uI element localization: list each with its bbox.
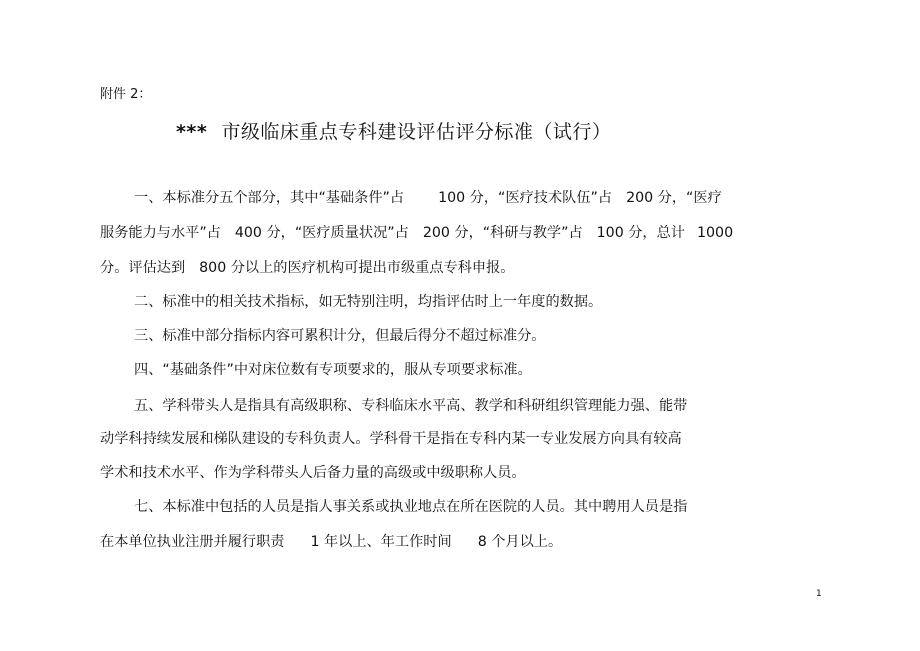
p7-l2-b: 1 年以上、年工作时间 — [310, 534, 452, 550]
p7-l2-c: 8 个月以上。 — [477, 534, 563, 550]
page-number: 1 — [816, 589, 822, 599]
paragraph-5-line-1: 五、学科带头人是指具有高级职称、专科临床水平高、教学和科研组织管理能力强、能带 — [134, 398, 688, 414]
paragraph-7-line-2 — [100, 531, 562, 553]
paragraph-4: 四、“基础条件”中对床位数有专项要求的，服从专项要求标准。 — [134, 362, 532, 378]
document-title — [176, 118, 611, 146]
title-stars: *** — [176, 121, 208, 143]
paragraph-5-line-3: 学术和技术水平、作为学科带头人后备力量的高级或中级职称人员。 — [100, 465, 526, 481]
p1-l2-e: 1000 — [696, 225, 734, 241]
p1-l3-a: 分。评估达到 — [100, 260, 186, 276]
p1-l1-b: 100 分，“医疗技术队伍”占 — [438, 190, 613, 206]
p1-l1-c: 200 分，“医疗 — [626, 190, 722, 206]
p7-l2-a: 在本单位执业注册并履行职责 — [100, 534, 285, 550]
title-text: 市级临床重点专科建设评估评分标准（试行） — [221, 121, 612, 143]
p1-l2-a: 服务能力与水平”占 — [100, 225, 221, 241]
paragraph-1-line-2 — [100, 222, 733, 244]
paragraph-1-line-1 — [134, 187, 722, 209]
paragraph-3: 三、标准中部分指标内容可累积计分，但最后得分不超过标准分。 — [134, 328, 546, 344]
p1-l2-c: 200 分，“科研与教学”占 — [422, 225, 583, 241]
p1-l1-a: 一、本标准分五个部分，其中“基础条件”占 — [134, 190, 405, 206]
p1-l2-d: 100 分，总计 — [596, 225, 685, 241]
p1-l3-b: 800 分以上的医疗机构可提出市级重点专科申报。 — [199, 260, 515, 276]
paragraph-5-line-2: 动学科持续发展和梯队建设的专科负责人。学科骨干是指在专科内某一专业发展方向具有较高 — [100, 431, 682, 447]
p1-l2-b: 400 分，“医疗质量状况”占 — [234, 225, 409, 241]
paragraph-7-line-1: 七、本标准中包括的人员是指人事关系或执业地点在所在医院的人员。其中聘用人员是指 — [134, 499, 688, 515]
attachment-label: 附件 2： — [100, 87, 152, 102]
paragraph-1-line-3 — [100, 257, 514, 279]
paragraph-2: 二、标准中的相关技术指标，如无特别注明，均指评估时上一年度的数据。 — [134, 294, 603, 310]
